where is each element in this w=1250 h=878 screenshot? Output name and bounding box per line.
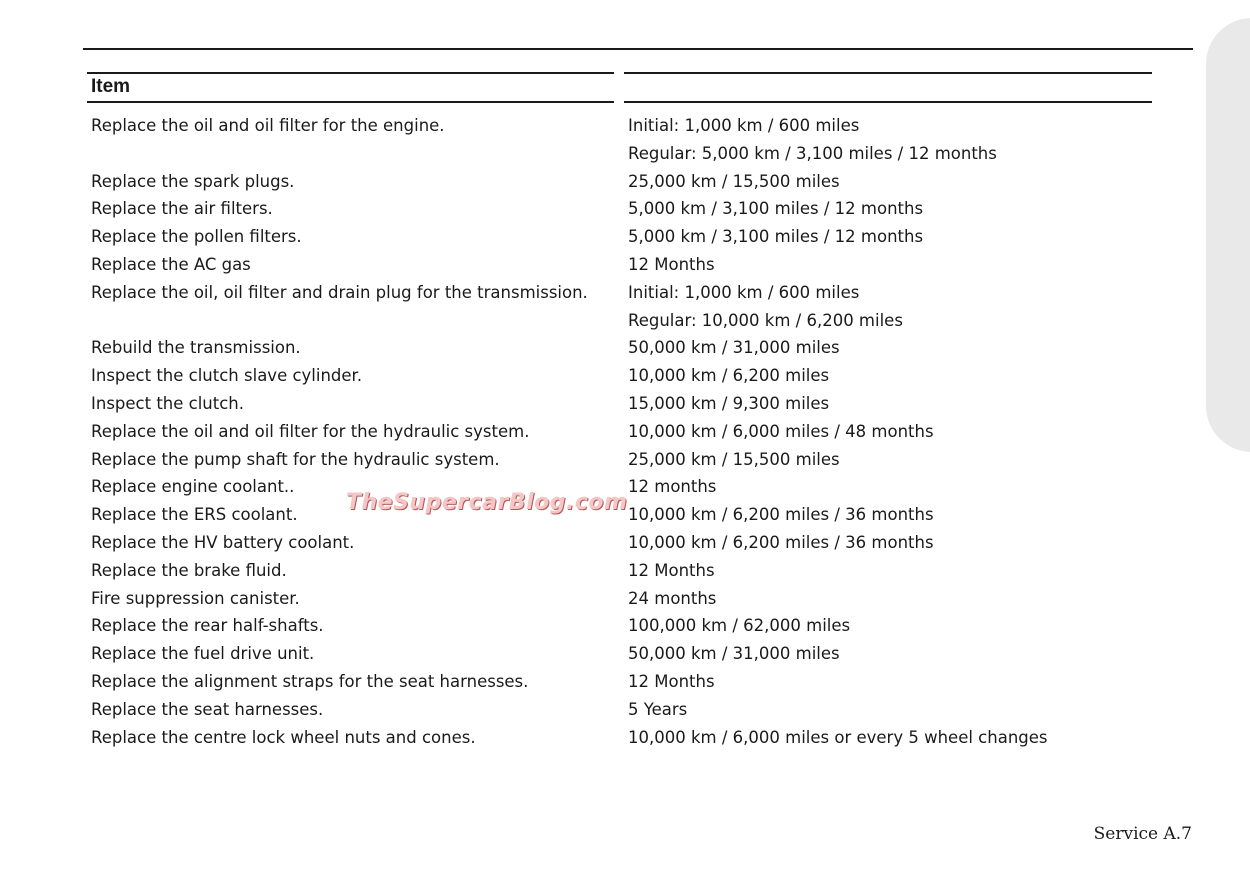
table-row: [91, 390, 1091, 418]
table-row: [91, 362, 1091, 390]
service-interval: 10,000 km / 6,000 miles or every 5 wheel changes: [628, 727, 1048, 747]
service-item: Replace the brake fluid.: [91, 560, 287, 580]
chapter-side-tab: [1206, 18, 1250, 452]
service-interval: Initial: 1,000 km / 600 miles: [628, 116, 860, 135]
table-row: [91, 334, 1091, 362]
table-row: [91, 640, 1091, 668]
watermark: TheSupercarBlog.com: [346, 490, 628, 515]
service-interval: Regular: 10,000 km / 6,200 miles: [628, 310, 903, 330]
table-row: [91, 279, 1091, 307]
service-item: Replace the ERS coolant.: [91, 505, 298, 525]
service-interval: Initial: 1,000 km / 600 miles: [628, 282, 860, 302]
service-item: Inspect the clutch.: [91, 393, 245, 413]
service-interval: 25,000 km / 15,500 miles: [628, 449, 840, 469]
table-row: [91, 168, 1091, 196]
table-row: [91, 612, 1091, 640]
service-interval: 12 Months: [628, 560, 715, 580]
service-item: Replace the spark plugs.: [91, 171, 295, 191]
service-item: Replace the pollen filters.: [91, 227, 302, 247]
service-interval: 10,000 km / 6,200 miles / 36 months: [628, 532, 934, 552]
service-interval: 12 Months: [628, 254, 715, 274]
service-interval: 15,000 km / 9,300 miles: [628, 393, 830, 413]
page-number: Service A.7: [1093, 824, 1192, 844]
service-interval: 10,000 km / 6,200 miles: [628, 366, 830, 386]
service-interval: 5 Years: [628, 699, 688, 719]
service-interval: 10,000 km / 6,200 miles / 36 months: [628, 505, 934, 525]
table-row: [91, 529, 1091, 557]
interval-header-bottom-rule: [624, 101, 1152, 103]
table-row: [91, 668, 1091, 696]
service-item: [91, 140, 628, 168]
table-row: [91, 696, 1091, 724]
service-item: Replace the oil and oil filter for the engine.: [91, 116, 445, 135]
table-row: [91, 251, 1091, 279]
table-row: [91, 446, 1091, 474]
table-row: [91, 223, 1091, 251]
service-item: Replace the oil and oil filter for the hydraulic system.: [91, 421, 530, 441]
service-item: Fire suppression canister.: [91, 588, 300, 608]
interval-header-top-rule: [624, 72, 1152, 74]
table-row: [91, 418, 1091, 446]
service-item: Replace the AC gas: [91, 254, 251, 274]
table-row: [91, 140, 1091, 168]
service-item: Replace the HV battery coolant.: [91, 532, 355, 552]
service-item: Replace the fuel drive unit.: [91, 644, 315, 664]
service-item: Replace the seat harnesses.: [91, 699, 324, 719]
service-interval: 12 Months: [628, 671, 715, 691]
service-item: Rebuild the transmission.: [91, 338, 301, 358]
service-item: Replace engine coolant..: [91, 477, 295, 497]
service-interval: 12 months: [628, 477, 717, 497]
service-interval: 5,000 km / 3,100 miles / 12 months: [628, 199, 924, 219]
table-row: [91, 195, 1091, 223]
service-item: Replace the air filters.: [91, 199, 273, 219]
table-row: [91, 585, 1091, 613]
table-row: [91, 112, 1091, 140]
service-item: Inspect the clutch slave cylinder.: [91, 366, 363, 386]
table-row: [91, 557, 1091, 585]
service-item: Replace the rear half-shafts.: [91, 616, 324, 636]
service-interval: 50,000 km / 31,000 miles: [628, 338, 840, 358]
item-header-bottom-rule: [87, 101, 614, 103]
service-item: [91, 307, 628, 335]
service-item: Replace the alignment straps for the seat harnesses.: [91, 671, 529, 691]
service-item: Replace the oil, oil filter and drain plug for the transmission.: [91, 282, 588, 302]
service-interval: 100,000 km / 62,000 miles: [628, 616, 851, 636]
table-row: [91, 724, 1091, 752]
service-interval: 5,000 km / 3,100 miles / 12 months: [628, 227, 924, 247]
item-column-header: Item: [91, 76, 131, 97]
service-interval: 50,000 km / 31,000 miles: [628, 644, 840, 664]
item-header-top-rule: [87, 72, 614, 74]
service-interval: 24 months: [628, 588, 717, 608]
service-interval: Regular: 5,000 km / 3,100 miles / 12 months: [628, 143, 997, 163]
service-item: Replace the centre lock wheel nuts and cones.: [91, 727, 476, 747]
page-top-rule: [83, 48, 1193, 50]
table-row: [91, 307, 1091, 335]
service-schedule-table: [91, 112, 1091, 751]
service-interval: 10,000 km / 6,000 miles / 48 months: [628, 421, 934, 441]
service-interval: 25,000 km / 15,500 miles: [628, 171, 840, 191]
service-item: Replace the pump shaft for the hydraulic system.: [91, 449, 500, 469]
